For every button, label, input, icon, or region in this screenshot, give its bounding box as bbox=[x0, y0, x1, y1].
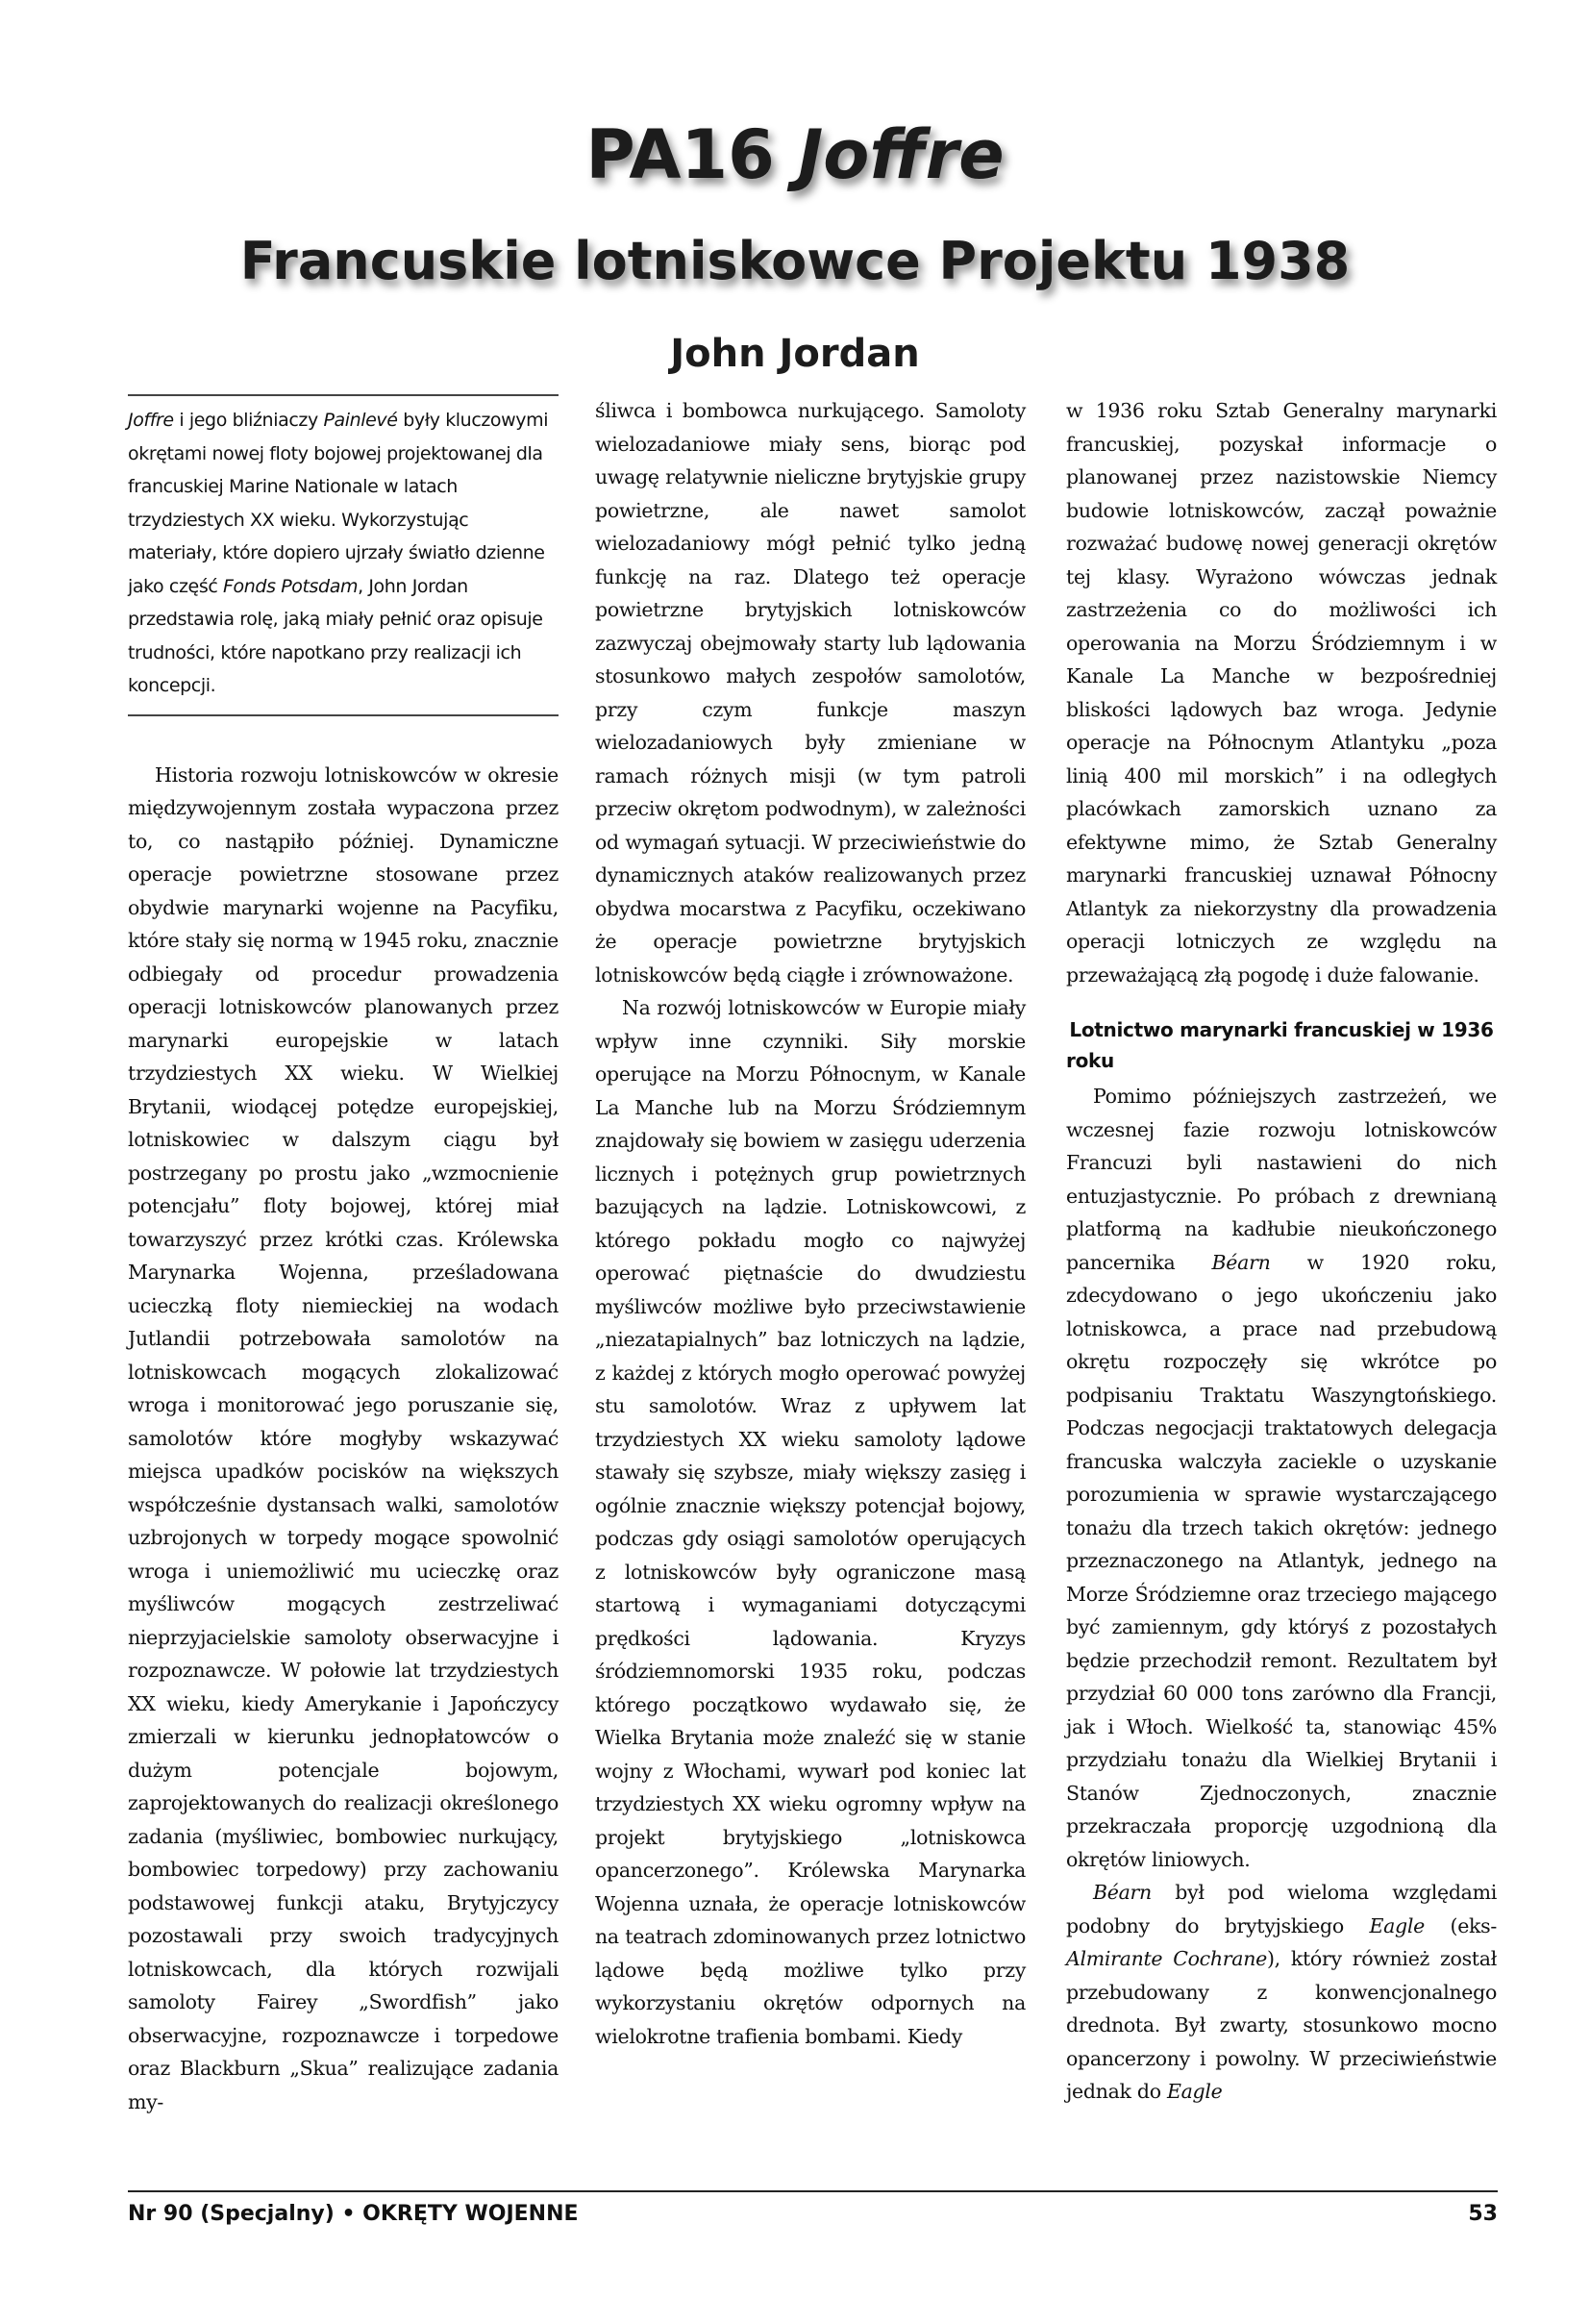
paragraph: Historia rozwoju lotniskowców w okresie międzywojennym została wypaczona przez to, co nastąpiło później. Dynamiczne operacje powietrzne stosowane przez obydwie marynarki wojenne na Pacyfiku, które stały się normą w 1945 roku, znacznie odbiegały od procedur prowadzenia operacji lotniskowców planowanych przez marynarki europejskie w latach trzydziestych XX wieku. W Wielkiej Brytanii, wiodącej potędze europejskiej, lotniskowiec w dalszym ciągu był postrzegany po prostu jako „wzmocnienie potencjału” floty bojowej, której miał towarzyszyć przez krótki czas. Królewska Marynarka Wojenna, prześladowana ucieczką floty niemieckiej na wodach Jutlandii potrzebowała samolotów na lotniskowcach mogących zlokalizować wroga i monitorować jego poruszanie się, samolotów które mogłyby wskazywać miejsca upadków pocisków na większych współcześnie dystansach walki, samolotów uzbrojonych w torpedy mogące spowolnić wroga i uniemożliwić mu ucieczkę oraz myśliwców mogących zestrzeliwać nieprzyjacielskie samoloty obserwacyjne i rozpoznawcze. W połowie lat trzydziestych XX wieku, kiedy Amerykanie i Japończycy zmierzali w kierunku jednopłatowców o dużym potencjale bojowym, zaprojektowanych do realizacji określonego zadania (myśliwiec, bombowiec nurkujący, bombowiec torpedowy) przy zachowaniu podstawowej funkcji ataku, Brytyjczycy pozostawali przy swoich tradycyjnych lotniskowcach, dla których rozwijali samoloty Fairey „Swordfish” jako obserwacyjne, rozpoznawcze i torpedowe oraz Blackburn „Skua” realizujące zadania my- bbox=[128, 762, 559, 2113]
paragraph bbox=[1066, 1876, 1497, 2109]
article-subtitle: Francuskie lotniskowce Projektu 1938 bbox=[239, 231, 1351, 291]
abstract-text-1: i jego bliźniaczy bbox=[173, 410, 324, 431]
article-title bbox=[0, 115, 1590, 194]
page-number: 53 bbox=[1468, 2202, 1498, 2226]
abstract-ship-painleve: Painlevé bbox=[323, 410, 398, 431]
footer-divider bbox=[128, 2190, 1498, 2192]
abstract-text-2: były kluczowymi okrętami nowej floty bojowej projektowanej dla francuskiej Marine Nationale w latach trzydziestych XX wieku. Wykorzystując materiały, które dopiero ujrzały światło dzienne jako część bbox=[128, 410, 549, 597]
footer-issue: Nr 90 (Specjalny) • OKRĘTY WOJENNE bbox=[128, 2202, 579, 2226]
paragraph: śliwca i bombowca nurkującego. Samoloty wielozadaniowe miały sens, biorąc pod uwagę relatywnie nieliczne brytyjskie grupy powietrzne, ale nawet samolot wielozadaniowy mógł pełnić tylko jedną funkcję na raz. Dlatego też operacje powietrzne brytyjskich lotniskowców zazwyczaj obejmowały starty lub lądowania stosunkowo małych zespołów samolotów, przy czym funkcje maszyn wielozadaniowych były zmieniane w ramach różnych misji (w tym patroli przeciw okrętom podwodnym), w zależności od wymagań sytuacji. W przeciwieństwie do dynamicznych ataków realizowanych przez obydwa mocarstwa z Pacyfiku, oczekiwano że operacje powietrzne brytyjskich lotniskowców będą ciągłe i zrównoważone. bbox=[595, 399, 1026, 987]
article-author: John Jordan bbox=[670, 332, 920, 376]
ship-name-eagle: Eagle bbox=[1166, 2080, 1223, 2103]
column-3-body bbox=[1066, 394, 1497, 2109]
column-2-body bbox=[595, 394, 1026, 2053]
column-3 bbox=[1066, 394, 1497, 2109]
abstract-fonds-potsdam: Fonds Potsdam bbox=[223, 575, 359, 597]
text-span: (eks- bbox=[1424, 1913, 1497, 1937]
section-heading: Lotnictwo marynarki francuskiej w 1936 roku bbox=[1066, 1018, 1494, 1072]
abstract-text-3: , John Jordan przedstawia rolę, jaką miały pełnić oraz opisuje trudności, które napotkano przy realizacji ich koncepcji. bbox=[128, 575, 543, 696]
text-span: był pod wieloma względami podobny do brytyjskiego bbox=[1066, 1881, 1497, 1937]
column-2 bbox=[595, 394, 1026, 2053]
ship-name-bearn: Béarn bbox=[1211, 1250, 1271, 1274]
text-span: Pomimo późniejszych zastrzeżeń, we wczesnej fazie rozwoju lotniskowców Francuzi byli nastawieni do nich entuzjastycznie. Po próbach z drewnianą platformą na kadłubie nieukończonego pancernika bbox=[1066, 1085, 1497, 1274]
paragraph bbox=[1066, 1080, 1497, 1876]
column-1-body bbox=[128, 759, 559, 2119]
text-span: w 1920 roku, zdecydowano o jego ukończeniu jako lotniskowca, a prace nad przebudową okrętu rozpoczęły się wkrótce po podpisaniu Traktatu Waszyngtońskiego. Podczas negocjacji traktatowych delegacja francuska walczyła zaciekle o uzyskanie porozumienia w sprawie wystarczającego tonażu dla trzech takich okrętów: jednego przeznaczonego na Atlantyk, jednego na Morze Śródziemne oraz trzeciego mającego być zamiennym, gdy któryś z pozostałych będzie przechodził remont. Rezultatem był przydział 60 000 tons zarówno dla Francji, jak i Włoch. Wielkość ta, stanowiąc 45% przydziału tonażu dla Wielkiej Brytanii i Stanów Zjednoczonych, znacznie przekraczała proporcję uzgodnioną dla okrętów liniowych. bbox=[1066, 1250, 1497, 1871]
title-code: PA16 bbox=[585, 115, 775, 194]
abstract bbox=[128, 394, 559, 716]
ship-name-bearn: Béarn bbox=[1093, 1881, 1152, 1904]
ship-name-eagle: Eagle bbox=[1369, 1913, 1425, 1937]
column-1 bbox=[128, 394, 559, 2118]
ship-name-almirante-cochrane: Almirante Cochrane bbox=[1066, 1947, 1267, 1970]
abstract-ship-joffre: Joffre bbox=[128, 410, 174, 431]
paragraph: w 1936 roku Sztab Generalny marynarki francuskiej, pozyskał informacje o planowanej przez nazistowskie Niemcy budowie lotniskowców, zaczął poważnie rozważać budowę nowej generacji okrętów tej klasy. Wyrażono wówczas jednak zastrzeżenia co do możliwości ich operowania na Morzu Śródziemnym i w Kanale La Manche w bezpośredniej bliskości lądowych baz wroga. Jedynie operacje na Północnym Atlantyku „poza linią 400 mil morskich” i na odległych placówkach zamorskich uznano za efektywne mimo, że Sztab Generalny marynarki francuskiej uznawał Północny Atlantyk za niekorzystny dla prowadzenia operacji lotniczych ze względu na przeważającą złą pogodę i duże falowanie. bbox=[1066, 399, 1497, 987]
text-span: ), który również został przebudowany z konwencjonalnego drednota. Był zwarty, stosunkowo mocno opancerzony i powolny. W przeciwieństwie jednak do bbox=[1066, 1947, 1498, 2103]
paragraph: Na rozwój lotniskowców w Europie miały wpływ inne czynniki. Siły morskie operujące na Morzu Północnym, w Kanale La Manche lub na Morzu Śródziemnym znajdowały się bowiem w zasięgu uderzenia licznych i potężnych grup powietrznych bazujących na lądzie. Lotniskowcowi, z którego pokładu mogło co najwyżej operować piętnaście do dwudziestu myśliwców możliwe było przeciwstawienie „niezatapialnych” baz lotniczych na lądzie, z każdej z których mogło operować powyżej stu samolotów. Wraz z upływem lat trzydziestych XX wieku samoloty lądowe stawały się szybsze, miały większy zasięg i ogólnie znacznie większy potencjał bojowy, podczas gdy osiągi samolotów operujących z lotniskowców były ograniczone masą startową i wymaganiami dotyczącymi prędkości lądowania. Kryzys śródziemnomorski 1935 roku, podczas którego początkowo wydawało się, że Wielka Brytania może znaleźć się w stanie wojny z Włochami, wywarł pod koniec lat trzydziestych XX wieku ogromny wpływ na projekt brytyjskiego „lotniskowca opancerzonego”. Królewska Marynarka Wojenna uznała, że operacje lotniskowców na teatrach zdominowanych przez lotnictwo lądowe będą możliwe tylko przy wykorzystaniu okrętów odpornych na wielokrotne trafienia bombami. Kiedy bbox=[595, 996, 1026, 2048]
title-ship-name: Joffre bbox=[798, 115, 1005, 194]
